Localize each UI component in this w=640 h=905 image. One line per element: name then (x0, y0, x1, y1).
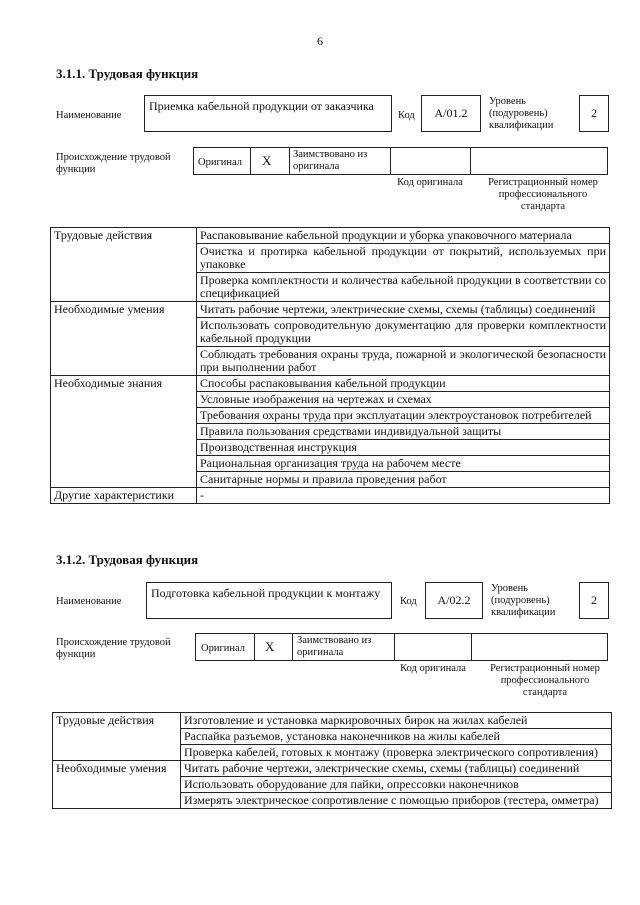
name-label: Наименование (56, 110, 122, 121)
table-row: Использовать сопроводительную документацию для проверки комплектности кабельной продукции (197, 318, 610, 347)
code-label: Код (400, 596, 417, 607)
code-box (421, 95, 481, 132)
level-box (579, 95, 609, 132)
level-value: 2 (591, 593, 597, 607)
origin-label: Происхождение трудовой функции (56, 152, 171, 175)
table-row: Санитарные нормы и правила проведения работ (197, 472, 610, 488)
borrowed-label: Заимствовано из оригинала (293, 149, 368, 172)
code-box (425, 582, 483, 619)
level-value: 2 (591, 106, 597, 120)
table-row: - (197, 488, 610, 504)
table-row: Производственная инструкция (197, 440, 610, 456)
function-table-2 (52, 712, 612, 809)
table-row: Рациональная организация труда на рабочем месте (197, 456, 610, 472)
name-label: Наименование (56, 596, 122, 607)
function-table-1 (50, 227, 610, 504)
function-name-box (146, 582, 392, 619)
code-value: A/01.2 (434, 106, 468, 120)
code-original-label: Код оригинала (400, 663, 466, 674)
table-row: Правила пользования средствами индивидуальной защиты (197, 424, 610, 440)
table-row: Соблюдать требования охраны труда, пожарной и экологической безопасности при выполнении работ (197, 347, 610, 376)
table-row: Распаковывание кабельной продукции и уборка упаковочного материала (197, 228, 610, 244)
original-mark: X (262, 153, 272, 168)
group-heading: Другие характеристики (51, 488, 197, 504)
code-label: Код (398, 110, 415, 121)
reg-number-label: Регистрационный номер профессионального стандарта (490, 663, 600, 698)
table-row: Читать рабочие чертежи, электрические схемы, схемы (таблицы) соединений (181, 761, 612, 777)
function-name: Приемка кабельной продукции от заказчика (149, 99, 374, 113)
code-original-label: Код оригинала (397, 177, 463, 188)
group-heading: Необходимые умения (53, 761, 181, 809)
group-heading: Необходимые умения (51, 302, 197, 376)
section-title: 3.1.1. Трудовая функция (56, 66, 199, 81)
table-row: Проверка комплектности и количества кабельной продукции в соответствии со спецификацией (197, 273, 610, 302)
table-row: Распайка разъемов, установка наконечников на жилы кабелей (181, 729, 612, 745)
table-row: Способы распаковывания кабельной продукции (197, 376, 610, 392)
group-heading: Необходимые знания (51, 376, 197, 488)
table-row: Читать рабочие чертежи, электрические схемы, схемы (таблицы) соединений (197, 302, 610, 318)
table-row: Условные изображения на чертежах и схемах (197, 392, 610, 408)
original-label: Оригинал (198, 157, 242, 168)
borrowed-label: Заимствовано из оригинала (297, 635, 372, 658)
function-name: Подготовка кабельной продукции к монтажу (151, 586, 381, 600)
table-row: Проверка кабелей, готовых к монтажу (проверка электрического сопротивления) (181, 745, 612, 761)
original-mark: X (265, 639, 275, 654)
origin-box (195, 633, 608, 661)
level-box (579, 582, 609, 619)
origin-box (193, 147, 608, 175)
page-number: 6 (317, 34, 323, 48)
table-row: Использовать оборудование для пайки, опрессовки наконечников (181, 777, 612, 793)
function-name-box (144, 95, 392, 132)
group-heading: Трудовые действия (51, 228, 197, 302)
section-title: 3.1.2. Трудовая функция (56, 552, 199, 567)
reg-number-label: Регистрационный номер профессионального стандарта (488, 177, 598, 212)
table-row: Изготовление и установка маркировочных бирок на жилах кабелей (181, 713, 612, 729)
level-label: Уровень (подуровень) квалификации (489, 96, 554, 131)
origin-label: Происхождение трудовой функции (56, 637, 171, 660)
table-row: Требования охраны труда при эксплуатации электроустановок потребителей (197, 408, 610, 424)
code-value: A/02.2 (437, 593, 471, 607)
table-row: Измерять электрическое сопротивление с помощью приборов (тестера, омметра) (181, 793, 612, 809)
original-label: Оригинал (201, 643, 245, 654)
level-label: Уровень (подуровень) квалификации (491, 583, 556, 618)
group-heading: Трудовые действия (53, 713, 181, 761)
table-row: Очистка и протирка кабельной продукции от покрытий, используемых при упаковке (197, 244, 610, 273)
